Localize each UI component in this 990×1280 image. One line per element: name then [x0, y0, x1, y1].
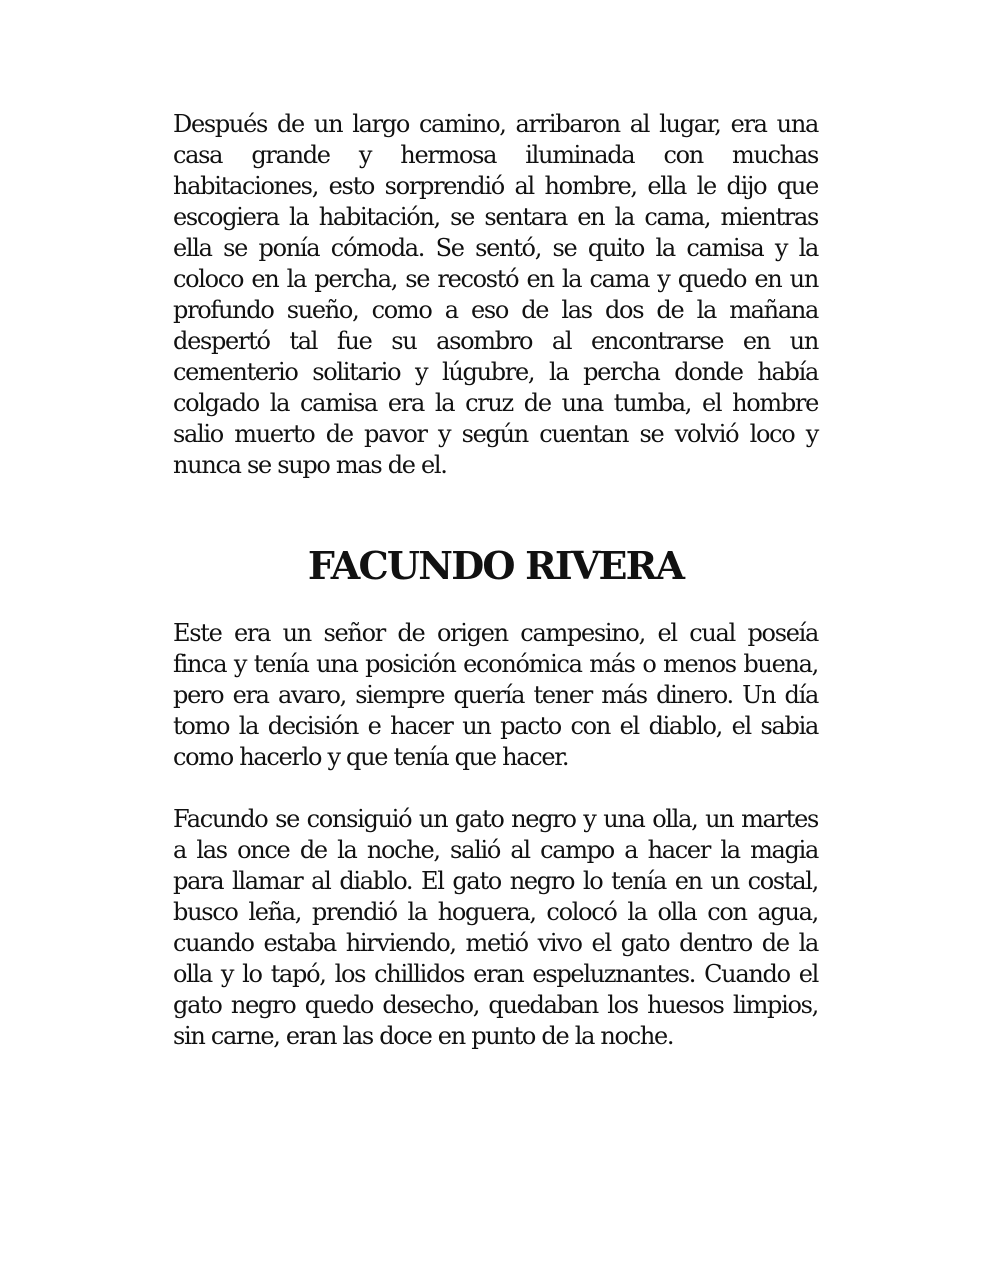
paragraph-previous-story-ending: Después de un largo camino, arribaron al lugar, era una casa grande y hermosa iluminada con muchas habitaciones, esto sorprendió al hombre, ella le dijo que escogiera la habitación, se sentara en la cama, mientras ella se ponía cómoda. Se sentó, se quito la camisa y la coloco en la percha, se recostó en la cama y quedo en un profundo sueño, como a eso de las dos de la mañana despertó tal fue su asombro al encontrarse en un cementerio solitario y lúgubre, la percha donde había colgado la camisa era la cruz de una tumba, el hombre salio muerto de pavor y según cuentan se volvió loco y nunca se supo mas de el. — [173, 110, 818, 479]
paragraph-introduction: Este era un señor de origen campesino, el cual poseía finca y tenía una posición económica más o menos buena, pero era avaro, siempre quería tener más dinero. Un día tomo la decisión e hacer un pacto con el diablo, el sabia como hacerlo y que tenía que hacer. — [173, 619, 818, 771]
paragraph-ritual: Facundo se consiguió un gato negro y una olla, un martes a las once de la noche, salió al campo a hacer la magia para llamar al diablo. El gato negro lo tenía en un costal, busco leña, prendió la hoguera, colocó la olla con agua, cuando estaba hirviendo, metió vivo el gato dentro de la olla y lo tapó, los chillidos eran espeluznantes. Cuando el gato negro quedo desecho, quedaban los huesos limpios, sin carne, eran las doce en punto de la noche. — [173, 805, 818, 1050]
story-title: FACUNDO RIVERA — [307, 543, 684, 588]
